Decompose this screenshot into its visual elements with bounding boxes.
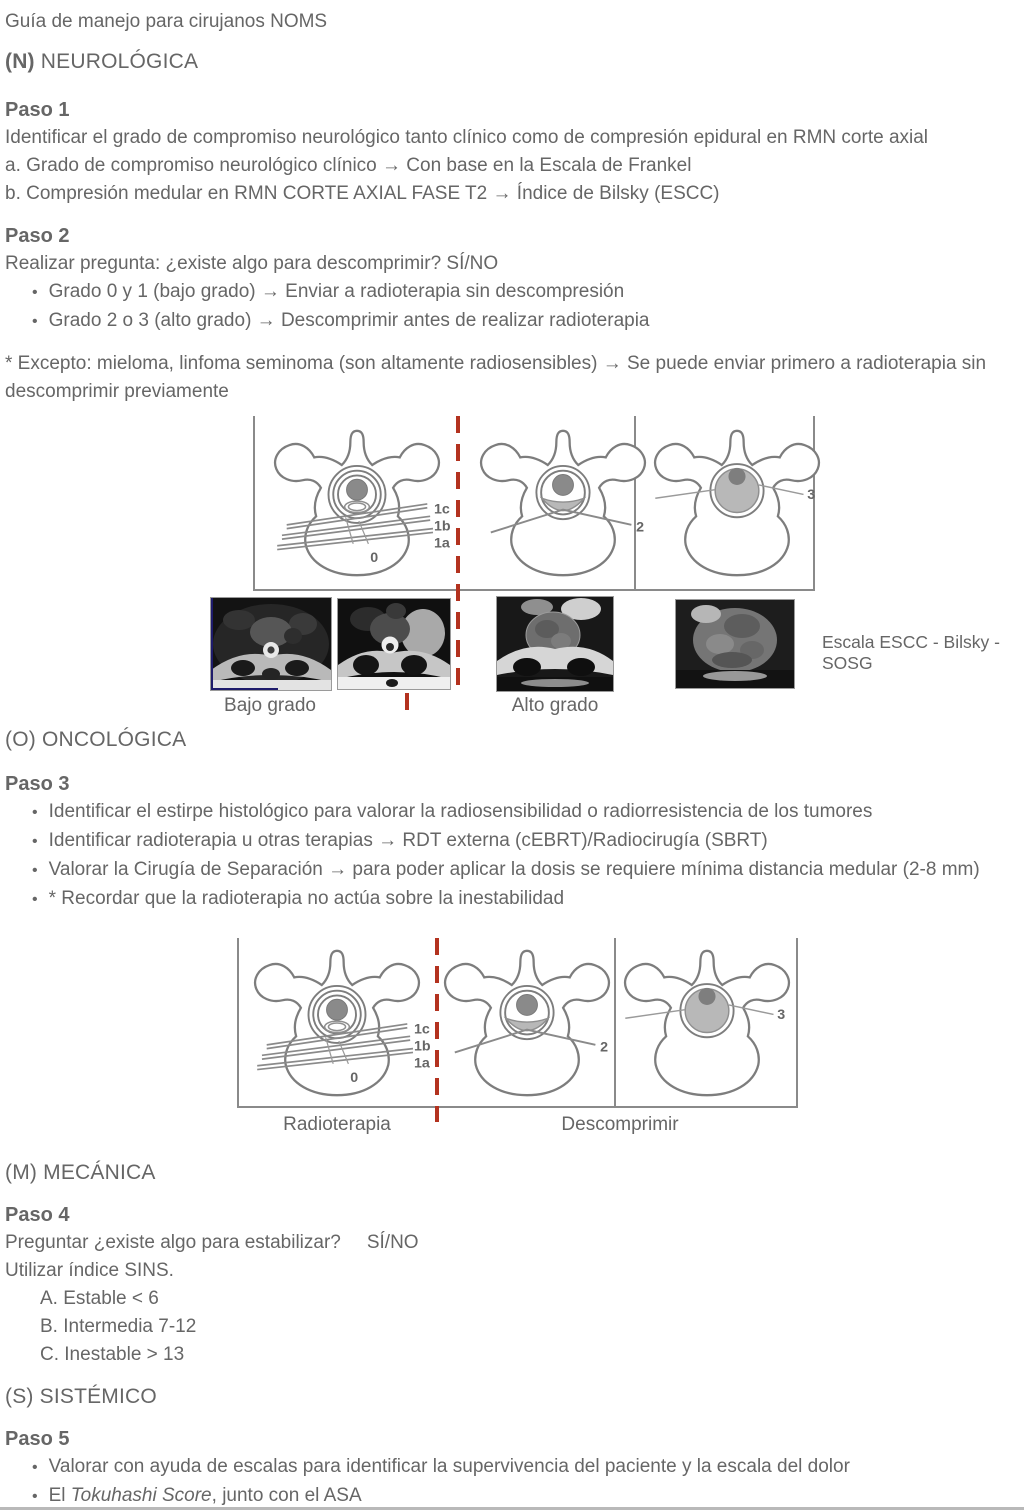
paso1-heading: Paso 1 <box>5 99 70 121</box>
paso4-question: Preguntar ¿existe algo para estabilizar? <box>5 1232 341 1253</box>
spinal-cord <box>327 999 348 1020</box>
section-name-n: NEUROLÓGICA <box>34 50 199 73</box>
paso4-question-line <box>5 1229 1024 1257</box>
paso3-note-list <box>0 885 1024 914</box>
label-grade-1a: 1a <box>433 535 450 552</box>
paso1-line1: Identificar el grado de compromiso neurológico tanto clínico como de compresión epidural en RMN corte axial <box>5 127 929 148</box>
paso1-line3: b. Compresión medular en RMN CORTE AXIAL FASE T2 → Índice de Bilsky (ESCC) <box>5 183 720 204</box>
section-tag-m: (M) <box>5 1161 38 1184</box>
paso2-exception-note: * Excepto: mieloma, linfoma seminoma (son altamente radiosensibles) → Se puede enviar primero a radioterapia sin descomprimir previamente <box>5 353 987 402</box>
paso3-bullet-3: • Valorar la Cirugía de Separación → para poder aplicar la dosis se requiere mínima distancia medular (2-8 mm) <box>32 856 1024 885</box>
spinal-cord <box>553 475 574 496</box>
spinal-cord <box>517 995 538 1016</box>
label-grade-0: 0 <box>350 1069 359 1086</box>
paso5-bullet-1: • Valorar con ayuda de escalas para identificar la supervivencia del paciente y la escala del dolor <box>32 1453 1024 1482</box>
paso1-line2: a. Grado de compromiso neurológico clínico → Con base en la Escala de Frankel <box>5 155 692 176</box>
section-tag-o: (O) <box>5 728 36 751</box>
spinal-cord <box>728 468 745 485</box>
mri-image-high-grade-1 <box>496 596 614 692</box>
section-heading-mecanica <box>5 1159 1024 1187</box>
paso5-bullet-list <box>0 1453 1024 1511</box>
spinal-cord <box>347 479 368 500</box>
page-title: Guía de manejo para cirujanos NOMS <box>5 11 328 32</box>
tokuhashi-italic: Tokuhashi Score <box>70 1485 212 1506</box>
caption-bajo-grado: Bajo grado <box>224 695 316 716</box>
paso2-bullet-2: • Grado 2 o 3 (alto grado) → Descomprimir antes de realizar radioterapia <box>32 307 1024 336</box>
section-tag-n: (N) <box>5 50 35 73</box>
section-heading-sistemico <box>5 1383 1024 1411</box>
section-name-m: MECÁNICA <box>37 1161 156 1184</box>
figure-escc-red-dashed-line <box>456 416 460 690</box>
caption-radioterapia: Radioterapia <box>283 1114 391 1135</box>
tokuhashi-suffix: , junto con el ASA <box>211 1485 362 1506</box>
document-page <box>0 8 1024 1510</box>
vertebra-diagram-grade0-1 <box>242 942 432 1104</box>
sins-option-c: C. Inestable > 13 <box>40 1344 185 1365</box>
label-grade-1c: 1c <box>433 501 450 518</box>
section-tag-s: (S) <box>5 1385 34 1408</box>
paso2-question: Realizar pregunta: ¿existe algo para descomprimir? SÍ/NO <box>5 253 499 274</box>
caption-alto-grado: Alto grado <box>511 695 599 716</box>
sins-option-b: B. Intermedia 7-12 <box>40 1316 197 1337</box>
paso3-bullet-2: • Identificar radioterapia u otras terapias → RDT externa (cEBRT)/Radiocirugía (SBRT) <box>32 827 1024 856</box>
section-name-o: ONCOLÓGICA <box>35 728 187 751</box>
vertebra-diagram-grade3 <box>642 420 832 586</box>
label-grade-2: 2 <box>600 1039 609 1056</box>
tokuhashi-prefix: El <box>48 1485 71 1506</box>
sins-option-a: A. Estable < 6 <box>40 1288 159 1309</box>
section-name-s: SISTÉMICO <box>33 1385 157 1408</box>
vertebra-diagram-grade2 <box>432 942 622 1104</box>
paso4-sins-line: Utilizar índice SINS. <box>5 1260 174 1281</box>
mri-highlight-border-left <box>210 597 213 691</box>
vertebra-diagram-grade3 <box>612 942 802 1104</box>
paso3-bullet-4: • * Recordar que la radioterapia no actúa sobre la inestabilidad <box>32 885 1024 914</box>
section-heading-oncologica <box>5 726 1024 754</box>
paso3-heading: Paso 3 <box>5 773 70 795</box>
paso2-bullet-1: • Grado 0 y 1 (bajo grado) → Enviar a radioterapia sin descompresión <box>32 278 1024 307</box>
section-heading-neurologica <box>5 48 1024 76</box>
label-grade-3: 3 <box>777 1007 786 1024</box>
mri-image-low-grade-2 <box>337 598 451 690</box>
figure-treatment-decision <box>0 938 1024 1153</box>
paso5-heading: Paso 5 <box>5 1428 70 1450</box>
spinal-cord <box>698 988 715 1005</box>
vertebra-diagram-grade2 <box>468 420 658 586</box>
mri-image-high-grade-2 <box>675 599 795 689</box>
label-grade-1a: 1a <box>413 1055 430 1072</box>
paso4-answer: SÍ/NO <box>366 1232 419 1253</box>
figure-escc-red-tick <box>405 693 409 710</box>
escc-scale-note: Escala ESCC - Bilsky - SOSG <box>822 632 1000 673</box>
caption-descomprimir: Descomprimir <box>561 1114 679 1135</box>
label-grade-1c: 1c <box>413 1021 430 1038</box>
paso3-bullet-list <box>0 798 1024 885</box>
mri-image-low-grade-1 <box>210 597 332 691</box>
label-grade-3: 3 <box>807 487 816 504</box>
label-grade-2: 2 <box>636 519 645 536</box>
bottom-divider <box>0 1507 1024 1510</box>
vertebra-diagram-grade0-1 <box>262 420 452 586</box>
paso4-heading: Paso 4 <box>5 1204 70 1226</box>
paso3-bullet-1: • Identificar el estirpe histológico para valorar la radiosensibilidad o radiorresistencia de los tumores <box>32 798 1024 827</box>
figure-escc-bilsky <box>0 416 1024 716</box>
paso2-bullet-list <box>0 278 1024 336</box>
label-grade-0: 0 <box>370 549 379 566</box>
mri-highlight-border-bottom <box>210 688 278 691</box>
label-grade-1b: 1b <box>413 1038 431 1055</box>
label-grade-1b: 1b <box>433 518 451 535</box>
paso2-heading: Paso 2 <box>5 225 70 247</box>
